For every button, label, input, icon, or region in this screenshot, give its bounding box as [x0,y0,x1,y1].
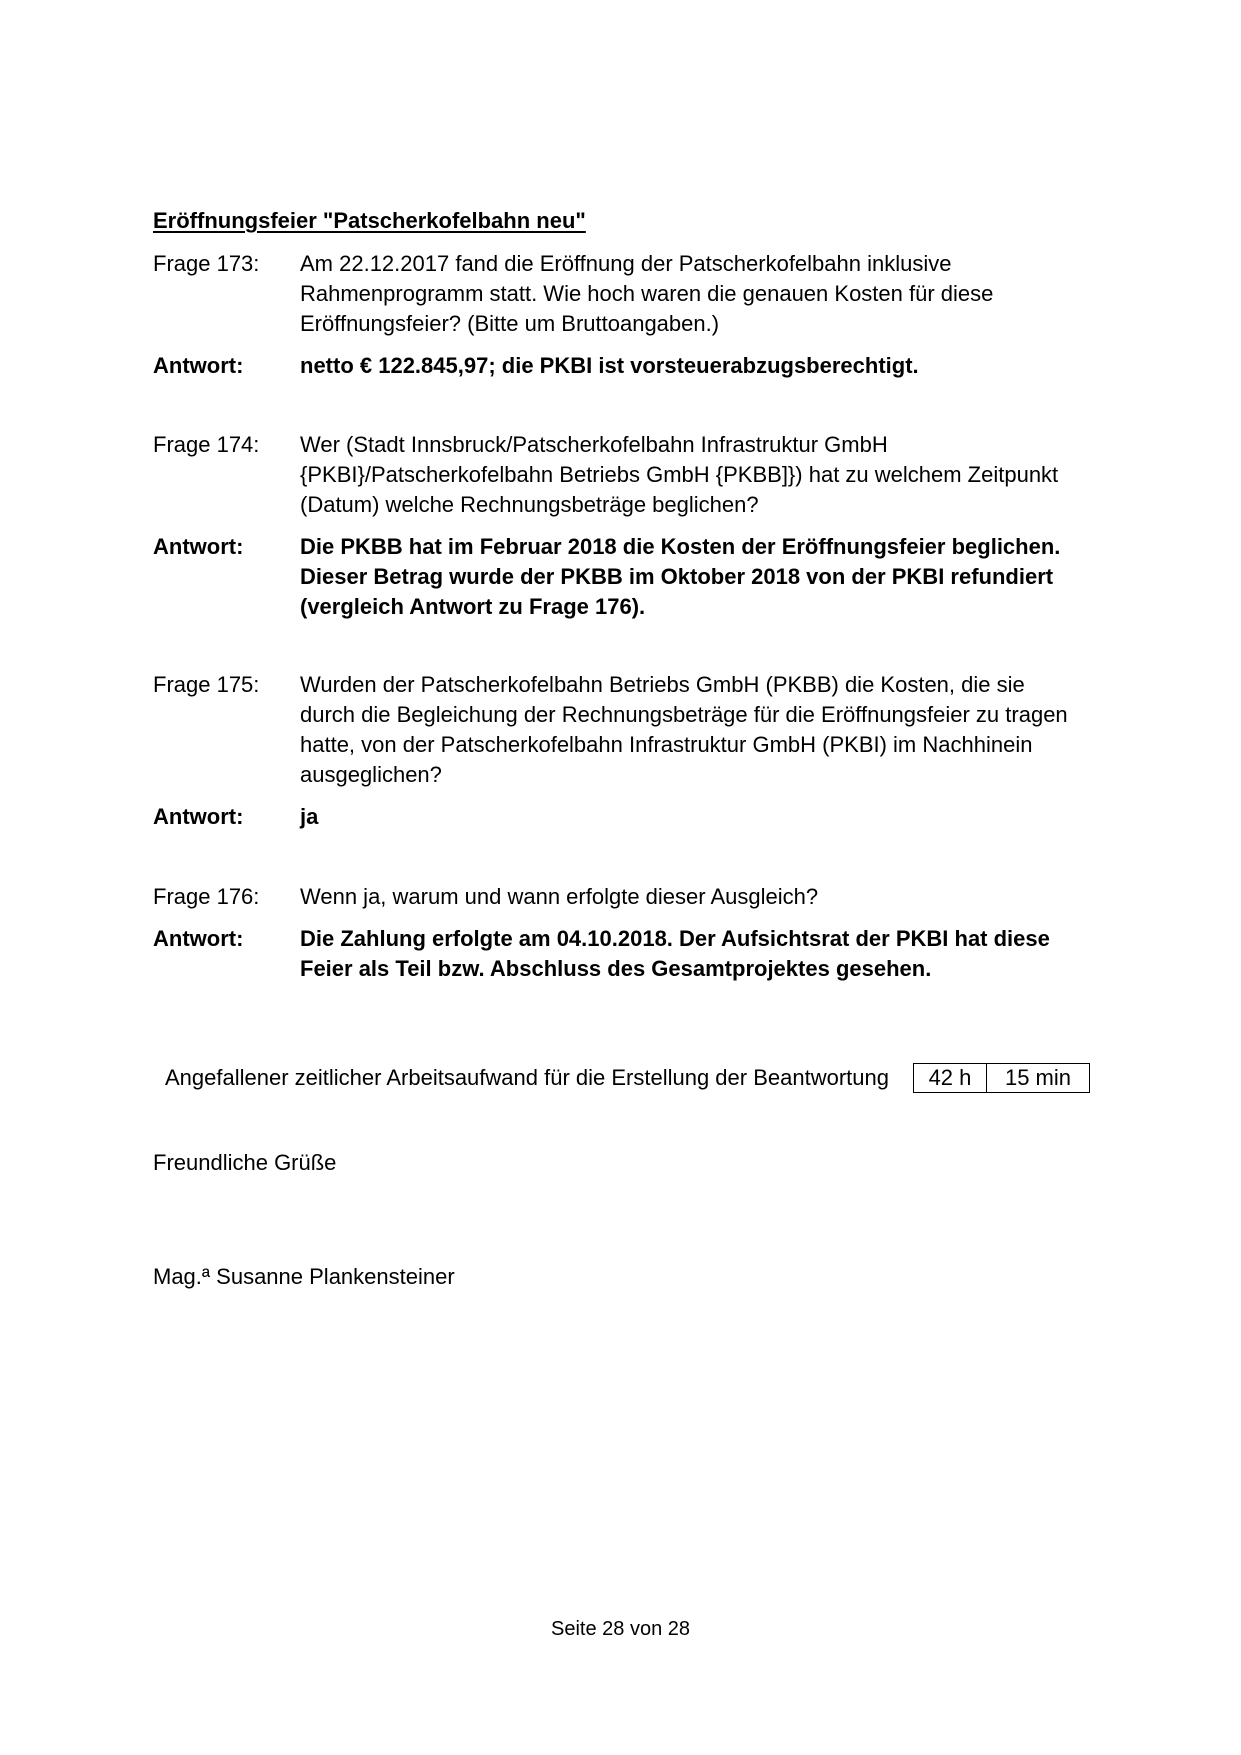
question-text: Wurden der Patscherkofelbahn Betriebs GmbH (PKBB) die Kosten, die sie durch die Begleichung der Rechnungsbeträge für die Eröffnungsfeier zu tragen hatte, von der Patscherkofelbahn Infrastruktur GmbH (PKBI) im Nachhinein ausgeglichen? [300,672,1068,787]
answer-text: ja [300,804,319,829]
question-label: Frage 176: [153,884,260,909]
question-row [153,882,1133,912]
question-row [153,249,1133,339]
closing-greeting: Freundliche Grüße [153,1150,337,1175]
question-label: Frage 173: [153,251,260,276]
answer-text: Die PKBB hat im Februar 2018 die Kosten der Eröffnungsfeier beglichen. Dieser Betrag wurde der PKBB im Oktober 2018 von der PKBI refundiert (vergleich Antwort zu Frage 176). [300,534,1061,619]
answer-text: netto € 122.845,97; die PKBI ist vorsteuerabzugsberechtigt. [300,353,919,378]
answer-row [153,351,1133,381]
signature-name: Mag.ª Susanne Plankensteiner [153,1264,455,1289]
section-heading: Eröffnungsfeier "Patscherkofelbahn neu" [153,208,586,233]
question-text: Wenn ja, warum und wann erfolgte dieser Ausgleich? [300,884,819,909]
answer-row [153,924,1133,984]
question-row [153,430,1133,520]
question-text: Wer (Stadt Innsbruck/Patscherkofelbahn Infrastruktur GmbH {PKBI}/Patscherkofelbahn Betriebs GmbH {PKBB]}) hat zu welchem Zeitpunkt (Datum) welche Rechnungsbeträge beglichen? [300,432,1059,517]
effort-label: Angefallener zeitlicher Arbeitsaufwand für die Erstellung der Beantwortung [165,1065,889,1090]
effort-table [913,1063,1090,1093]
question-row [153,670,1133,790]
effort-minutes: 15 min [1004,1065,1071,1090]
answer-label: Antwort: [153,804,244,829]
effort-hours: 42 h [914,1064,987,1092]
qa-block-176 [153,882,1133,984]
answer-label: Antwort: [153,926,244,951]
effort-row [165,1063,1090,1093]
answer-text: Die Zahlung erfolgte am 04.10.2018. Der Aufsichtsrat der PKBI hat diese Feier als Teil bzw. Abschluss des Gesamtprojektes gesehen. [300,926,1050,981]
answer-row [153,802,1133,832]
question-text: Am 22.12.2017 fand die Eröffnung der Patscherkofelbahn inklusive Rahmenprogramm statt. Wie hoch waren die genauen Kosten für diese Eröffnungsfeier? (Bitte um Bruttoangaben.) [300,251,994,336]
question-label: Frage 175: [153,672,260,697]
qa-block-174 [153,430,1133,622]
qa-block-175 [153,670,1133,832]
qa-block-173 [153,249,1133,381]
question-label: Frage 174: [153,432,260,457]
page-footer: Seite 28 von 28 [551,1618,690,1640]
answer-label: Antwort: [153,534,244,559]
answer-label: Antwort: [153,353,244,378]
answer-row [153,532,1133,622]
